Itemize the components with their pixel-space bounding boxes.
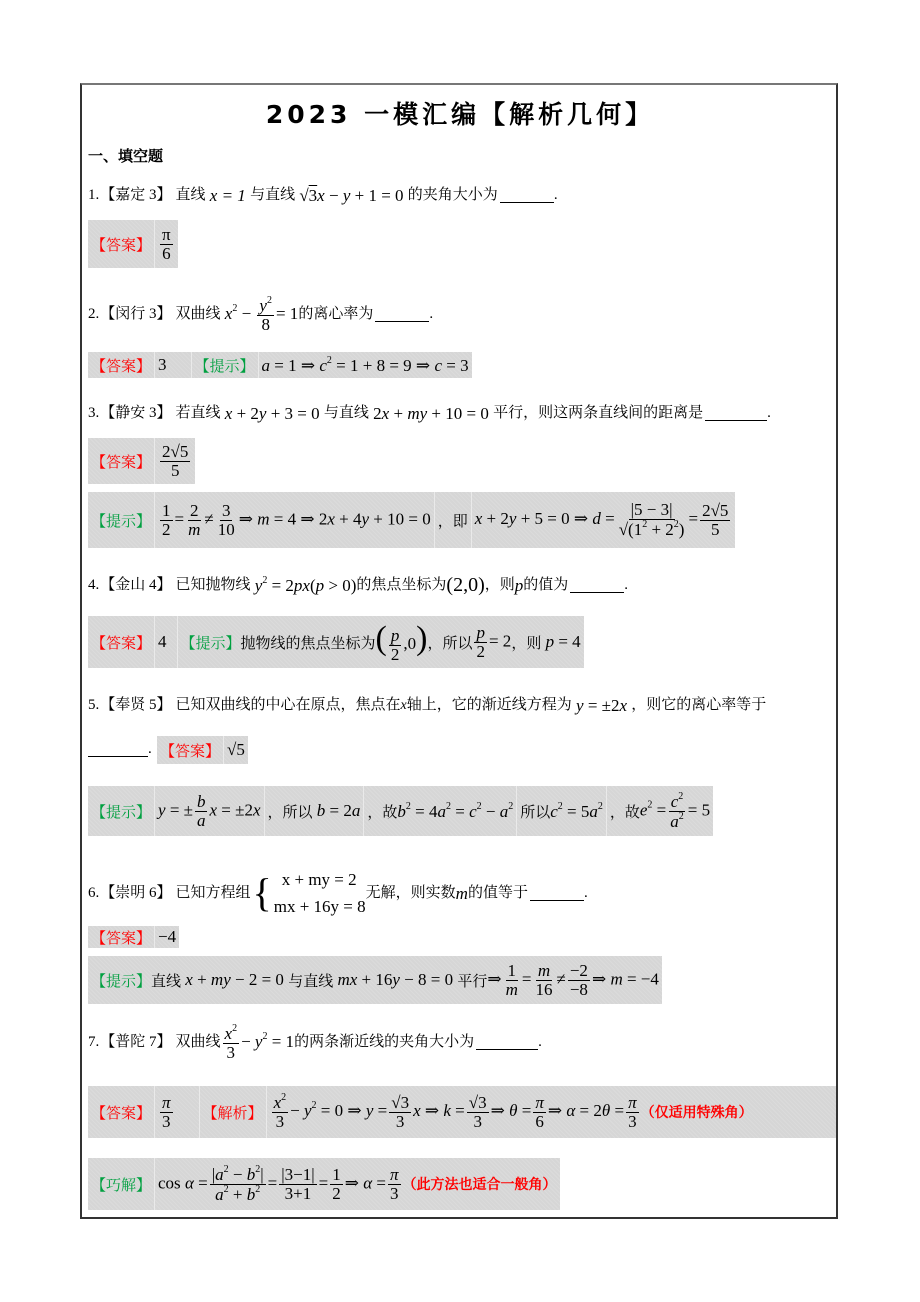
math-expr: $x^2$ − $\frac{y^2}{8}$ = 1 (224, 295, 299, 334)
answer-box-1 (88, 220, 178, 268)
question-tag: 【金山 4】 (100, 576, 172, 593)
math-expr: $\frac{x^2}{3}$ − $y^2 = 1$ (224, 1023, 295, 1062)
answer-value: 3 (158, 355, 167, 374)
hint-label: 【提示】 (180, 635, 241, 652)
hint-text: 抛物线的焦点坐标为 (240, 635, 376, 652)
question-tag: 【闵行 3】 (100, 306, 172, 323)
question-text: 无解，则实数 (365, 884, 456, 901)
hint-label: 【提示】 (91, 973, 152, 990)
hint-box-5: 【提示】 y = ± $\frac{b}{a}$ x = ±2x ，所以 b = 2a ，故 $b^2 = 4a^2 = c^2 - a^2$ 所以 $c^2 = 5a^2$ ，故 $e^2$ = $\frac{c^2}{a^2}$ = 5 (88, 786, 713, 836)
question-tag: 【普陀 7】 (100, 1034, 172, 1051)
question-7: 7. 【普陀 7】 双曲线 $\frac{x^2}{3}$ − $y^2 = 1$ 的两条渐近线的夹角大小为 . (88, 1023, 542, 1062)
question-text: 的值为 (523, 576, 569, 593)
question-1: 1. 【嘉定 3】 直线 x = 1 与直线 √3x − y + 1 = 0 的夹角大小为 . (88, 186, 558, 205)
question-number: 6. (88, 884, 100, 901)
question-text: 的两条渐近线的夹角大小为 (294, 1034, 475, 1051)
answer-label: 【答案】 (91, 237, 152, 254)
question-text: 的焦点坐标为 (356, 576, 447, 593)
question-text: ，则 (484, 576, 515, 593)
answer-label: 【答案】 (91, 1105, 152, 1122)
answer-blank (88, 742, 148, 757)
answer-label: 【答案】 (91, 454, 152, 471)
question-text: 若直线 (175, 405, 221, 421)
section-heading: 一、填空题 (88, 147, 164, 165)
math-expr: $y^2 = 2px(p > 0)$ (254, 575, 357, 595)
brace-symbol: { (252, 870, 272, 916)
question-text: 的值等于 (467, 884, 528, 901)
question-text: ，则它的离心率等于 (631, 697, 767, 713)
answer-blank (705, 406, 767, 421)
answer-blank (570, 578, 624, 593)
question-5 (88, 697, 766, 714)
hint-math: ⇒ $\frac{1}{m}$ = $\frac{m}{16}$ ≠ $\frac{-2}{-8}$ ⇒ m = −4 (487, 960, 659, 999)
hint-math: y = ± $\frac{b}{a}$ x = ±2x (158, 791, 261, 830)
analysis-note: （仅适用特殊角） (640, 1105, 753, 1121)
hint-math: $\frac{p}{2}$ = 2 (476, 622, 512, 661)
question-text: 平行，则这两条直线间的距离是 (493, 405, 704, 421)
math-expr: (2,0) (446, 574, 485, 596)
hint-math: a = 1 ⇒ $c^2 = 1 + 8 = 9$ ⇒ c = 3 (261, 354, 469, 375)
answer-blank (530, 886, 584, 901)
clever-box-7 (88, 1158, 560, 1210)
answer-box-5 (157, 736, 248, 764)
answer-blank (500, 188, 554, 203)
question-text: 已知方程组 (175, 884, 251, 901)
answer-value: −4 (158, 927, 177, 946)
page-title: 2023 一模汇编【解析几何】 (265, 100, 655, 129)
clever-math: cos α = $\frac{|a^2 - b^2|}{a^2 + b^2}$ = $\frac{|3-1|}{3+1}$ = $\frac{1}{2}$ ⇒ α = $\frac{\pi}{3}$ (158, 1163, 399, 1204)
answer-box-3 (88, 438, 195, 484)
answer-box-7 (88, 1086, 836, 1138)
hint-math: x + 2y + 5 = 0 ⇒ d = $\frac{|5 - 3|}{√(1^2 + 2^2)}$ = $\frac{2√5}{5}$ (474, 500, 729, 539)
math-var: x (400, 697, 407, 713)
question-number: 1. (88, 187, 100, 203)
hint-label: 【提示】 (91, 804, 152, 821)
answer-box-6 (88, 926, 179, 948)
question-text: 已知双曲线的中心在原点，焦点在 (175, 697, 401, 713)
answer-blank (375, 307, 429, 322)
hint-math: $\frac{1}{2}$ = $\frac{2}{m}$ ≠ $\frac{3}{10}$ ⇒ m = 4 ⇒ 2x + 4y + 10 = 0 (162, 500, 431, 539)
question-number: 5. (88, 697, 100, 713)
question-text: 与直线 (323, 405, 369, 421)
answer-box-4: 【答案】 4 【提示】 抛物线的焦点坐标为 ( $\frac{p}{2}$ ,0) ，所以 $\frac{p}{2}$ = 2 ，则 p = 4 (88, 616, 584, 668)
equation-system: x + my = 2 mx + 16y = 8 (273, 870, 366, 917)
answer-value: $\frac{\pi}{3}$ (162, 1092, 171, 1131)
hint-box-3: 【提示】 $\frac{1}{2}$ = $\frac{2}{m}$ ≠ $\frac{3}{10}$ ⇒ m = 4 ⇒ 2x + 4y + 10 = 0 ，即 x + 2y + 5 = 0 ⇒ d = $\frac{|5 - 3|}{√(1^2 + 2^2)}$ = $\frac{2√5}{5}$ (88, 492, 735, 548)
math-expr: 2x + my + 10 = 0 (368, 404, 494, 423)
math-var: m (455, 883, 468, 903)
question-number: 2. (88, 306, 100, 323)
hint-math: p = 4 (545, 632, 581, 651)
question-4: 4. 【金山 4】 已知抛物线 $y^2 = 2px(p > 0)$ 的焦点坐标为 (2,0) ，则 p 的值为 . (88, 574, 629, 596)
clever-label: 【巧解】 (91, 1177, 152, 1194)
answer-label: 【答案】 (91, 635, 152, 652)
answer-box-2 (88, 352, 472, 378)
answer-label: 【答案】 (160, 743, 221, 760)
math-expr: √3x − y + 1 = 0 (295, 186, 408, 205)
answer-value: 4 (158, 632, 167, 651)
math-expr: x + 2y + 3 = 0 (224, 404, 324, 423)
question-number: 3. (88, 405, 100, 421)
question-3: 3. 【静安 3】 若直线 x + 2y + 3 = 0 与直线 2x + my + 10 = 0 平行，则这两条直线间的距离是 . (88, 404, 771, 423)
question-6: 6. 【崇明 6】 已知方程组 { x + my = 2 mx + 16y = 8 无解，则实数 m 的值等于 . (88, 866, 588, 920)
hint-label: 【提示】 (91, 513, 152, 530)
analysis-math: $\frac{x^2}{3}$ − $y^2 = 0$ ⇒ y = $\frac{√3}{3}$ x ⇒ k = $\frac{√3}{3}$ ⇒ θ = $\frac{\pi}{6}$ ⇒ α = 2θ = $\frac{\pi}{3}$ (273, 1092, 637, 1131)
question-text: 的夹角大小为 (407, 187, 498, 203)
question-tag: 【奉贤 5】 (100, 697, 172, 713)
question-2: 2. 【闵行 3】 双曲线 $x^2$ − $\frac{y^2}{8}$ = 1 的离心率为 . (88, 295, 434, 334)
question-text: 已知抛物线 (175, 576, 251, 593)
answer-value: $\frac{\pi}{6}$ (162, 224, 171, 263)
clever-note: （此方法也适合一般角） (402, 1177, 557, 1193)
answer-label: 【答案】 (91, 358, 152, 375)
question-text: 双曲线 (175, 1034, 221, 1051)
question-text: 直线 (175, 187, 206, 203)
answer-value: $\frac{2√5}{5}$ (162, 441, 189, 480)
analysis-label: 【解析】 (202, 1105, 263, 1122)
math-expr: x = 1 (205, 186, 246, 205)
question-5-continued: . (88, 742, 152, 757)
answer-blank (476, 1035, 538, 1050)
hint-box-6: 【提示】 直线 x + my − 2 = 0 与直线 mx + 16y − 8 = 0 平行 ⇒ $\frac{1}{m}$ = $\frac{m}{16}$ ≠ $\frac{-2}{-8}$ ⇒ m = −4 (88, 956, 662, 1004)
answer-label: 【答案】 (91, 930, 152, 947)
math-var: p (514, 575, 524, 595)
math-expr: y = ±2x (576, 696, 628, 715)
question-text: 与直线 (250, 187, 296, 203)
hint-label: 【提示】 (194, 358, 255, 375)
question-text: 双曲线 (175, 306, 221, 323)
question-text: 的离心率为 (298, 306, 374, 323)
question-tag: 【嘉定 3】 (100, 187, 172, 203)
question-number: 7. (88, 1034, 100, 1051)
answer-value: √5 (227, 740, 245, 759)
hint-math: ( $\frac{p}{2}$ ,0) (375, 620, 428, 664)
question-number: 4. (88, 576, 100, 593)
question-tag: 【崇明 6】 (100, 884, 172, 901)
question-tag: 【静安 3】 (100, 405, 172, 421)
question-text: 轴上，它的渐近线方程为 (406, 697, 572, 713)
